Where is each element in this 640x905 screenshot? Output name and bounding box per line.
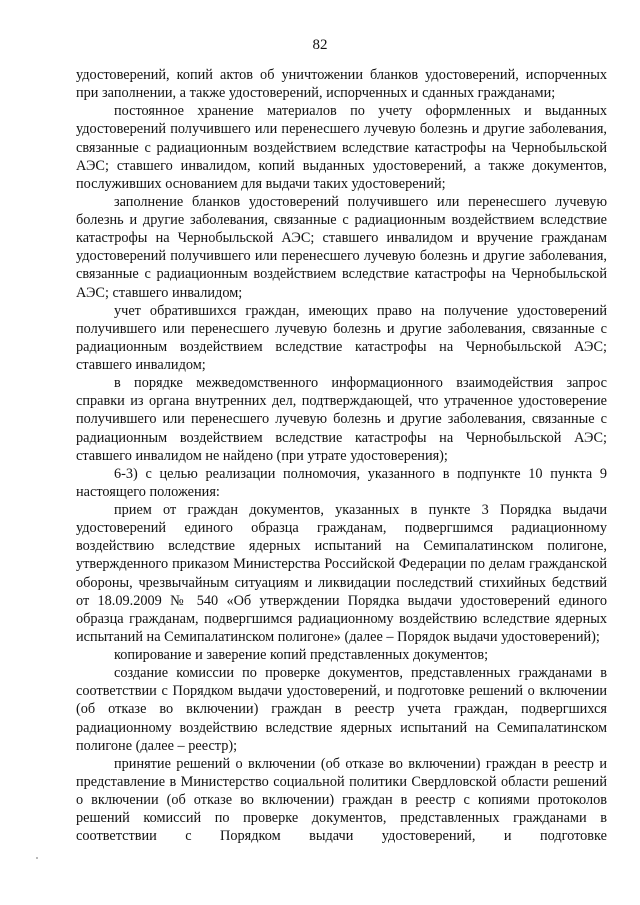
paragraph: 6-3) с целью реализации полномочия, указанного в подпункте 10 пункта 9 настоящего положения: (76, 465, 607, 500)
paragraph: создание комиссии по проверке документов, представленных гражданами в соответствии с Порядком выдачи удостоверений, и подготовке решений о включении (об отказе во включении) граждан в реестр учета граждан, подвергшихся радиационному воздействию вследствие ядерных испытаний на Семипалатинском полигоне (далее – реестр); (76, 665, 607, 754)
paragraph: заполнение бланков удостоверений получившего или перенесшего лучевую болезнь и другие заболевания, связанные с радиационным воздействием вследствие катастрофы на Чернобыльской АЭС; ставшего инвалидом и вручение гражданам удостоверений получившего или перенесшего лучевую болезнь и другие заболевания, связанные с радиационным воздействием вследствие катастрофы на Чернобыльской АЭС; ставшего инвалидом; (76, 193, 607, 301)
paragraph: в порядке межведомственного информационного взаимодействия запрос справки из органа внутренних дел, подтверждающей, что утраченное удостоверение получившего или перенесшего лучевую болезнь и другие заболевания, связанные с радиационным воздействием вследствие катастрофы на Чернобыльской АЭС; ставшего инвалидом не найдено (при утрате удостоверения); (76, 375, 607, 464)
paragraph: копирование и заверение копий представленных документов; (114, 647, 489, 663)
paragraph: удостоверений, копий актов об уничтожении бланков удостоверений, испорченных при заполнении, а также удостоверений, испорченных и сданных гражданами; (76, 67, 607, 102)
paragraph: учет обратившихся граждан, имеющих право на получение удостоверений получившего или перенесшего лучевую болезнь и другие заболевания, связанные с радиационным воздействием вследствие катастрофы на Чернобыльской АЭС; ставшего инвалидом; (76, 302, 607, 373)
scan-speck (36, 857, 38, 859)
paragraph: прием от граждан документов, указанных в пункте 3 Порядка выдачи удостоверений единого образца гражданам, подвергшимся радиационному воздействию вследствие ядерных испытаний на Семипалатинском полигоне, утвержденного приказом Министерства Российской Федерации по делам гражданской обороны, чрезвычайным ситуациям и ликвидации последствий стихийных бедствий от 18.09.2009 № 540 «Об утверждении Порядка выдачи удостоверений единого образца гражданам, подвергшимся радиационному воздействию вследствие ядерных испытаний на Семипалатинском полигоне» (далее – Порядок выдачи удостоверений); (76, 502, 607, 645)
paragraph: постоянное хранение материалов по учету оформленных и выданных удостоверений получившего или перенесшего лучевую болезнь и другие заболевания, связанные с радиационным воздействием вследствие катастрофы на Чернобыльской АЭС; ставшего инвалидом, копий выданных удостоверений, а также документов, послуживших основанием для выдачи таких удостоверений; (76, 103, 607, 192)
document-body (76, 66, 607, 845)
paragraph: принятие решений о включении (об отказе во включении) граждан в реестр и представление в Министерство социальной политики Свердловской области решений о включении (об отказе во включении) граждан в реестр с копиями протоколов решений комиссий по проверке документов, представленных гражданами в соответствии с Порядком выдачи удостоверений, и подготовке (76, 755, 607, 845)
page-number: 82 (312, 37, 328, 53)
